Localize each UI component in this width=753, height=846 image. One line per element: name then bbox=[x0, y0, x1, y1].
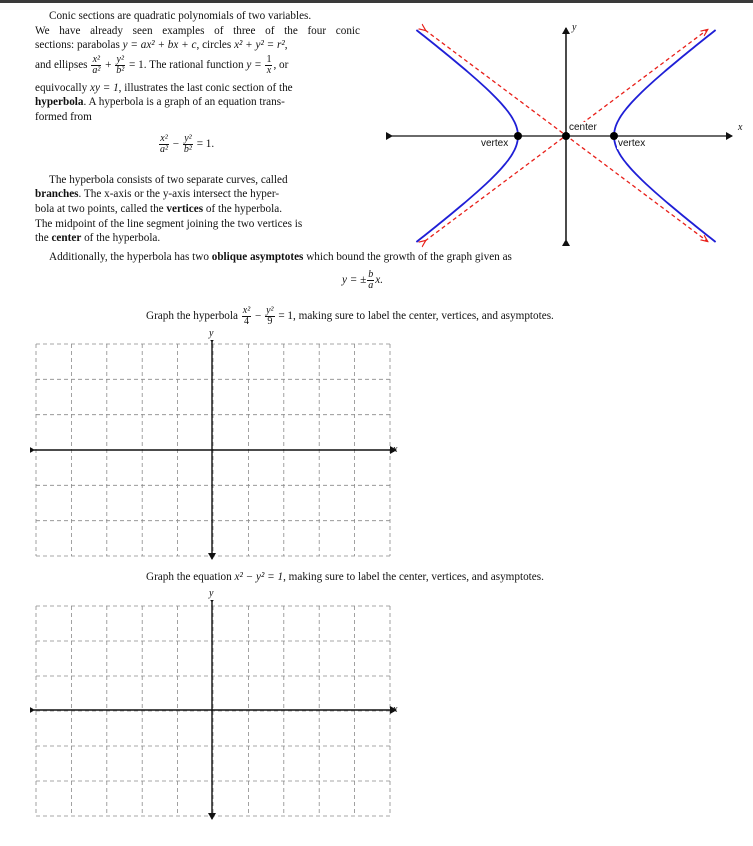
branches-line-1: The hyperbola consists of two separate curves, called bbox=[49, 174, 288, 186]
branches-line-4: The midpoint of the line segment joining the two vertices is bbox=[35, 218, 303, 230]
grid-1-y-label: y bbox=[209, 328, 214, 339]
graph-grid-2[interactable] bbox=[30, 600, 400, 825]
rational-fraction: $\frac{1}{x}$ bbox=[266, 54, 272, 76]
intro-line-4: and ellipses $\frac{\text{x²}}{\text{a²}}$ + $\frac{\text{y²}}{\text{b²}}$ = 1. The rational function y = $\frac{1}{x}$ , or bbox=[35, 54, 289, 76]
center-label: center bbox=[569, 122, 597, 133]
intro-line-6: hyperbola. A hyperbola is a graph of an equation trans- bbox=[35, 96, 285, 108]
figure-y-label: y bbox=[572, 22, 577, 33]
asymptote-sentence: Additionally, the hyperbola has two oblique asymptotes which bound the growth of the graph given as bbox=[49, 251, 512, 263]
graph-grid-1[interactable] bbox=[30, 340, 400, 565]
branches-line-3: bola at two points, called the vertices of the hyperbola. bbox=[35, 203, 282, 215]
figure-x-label: x bbox=[738, 122, 743, 133]
top-border bbox=[0, 0, 753, 3]
intro-line-1: Conic sections are quadratic polynomials of two variables. bbox=[49, 10, 312, 22]
question-1-text: Graph the hyperbola $\frac{\text{x²}}{4}$ − $\frac{\text{y²}}{9}$ = 1, making sure to label the center, vertices, and asymptotes. bbox=[146, 305, 554, 327]
branches-line-5: the center of the hyperbola. bbox=[35, 232, 161, 244]
hyperbola-figure bbox=[380, 15, 753, 250]
right-vertex-label: vertex bbox=[618, 138, 646, 149]
intro-line-3: sections: parabolas y = ax² + bx + c, circles x² + y² = r², bbox=[35, 39, 288, 51]
branches-line-2: branches. The x-axis or the y-axis intersect the hyper- bbox=[35, 188, 280, 200]
left-vertex-point bbox=[514, 132, 522, 140]
grid-2-y-label: y bbox=[209, 588, 214, 599]
ellipse-fraction-x: $\frac{\text{x²}}{\text{a²}}$ bbox=[92, 54, 101, 76]
intro-line-7: formed from bbox=[35, 111, 92, 123]
standard-equation: $\frac{\text{x²}}{\text{a²}}$ − $\frac{\text{y²}}{\text{b²}}$ = 1. bbox=[160, 133, 215, 155]
ellipse-fraction-y: $\frac{\text{y²}}{\text{b²}}$ bbox=[116, 54, 125, 76]
asymptote-equation: y = ± $\frac{b}{a}$ x. bbox=[342, 269, 384, 291]
intro-line-2: We have already seen examples of three of the four conic bbox=[35, 25, 360, 37]
grid-2-x-label: x bbox=[393, 704, 398, 715]
center-point bbox=[562, 132, 570, 140]
left-vertex-label: vertex bbox=[481, 138, 509, 149]
intro-line-5: equivocally xy = 1, illustrates the last conic section of the bbox=[35, 82, 293, 94]
grid-1-x-label: x bbox=[393, 444, 398, 455]
question-2-text: Graph the equation x² − y² = 1, making sure to label the center, vertices, and asymptotes. bbox=[146, 571, 544, 583]
